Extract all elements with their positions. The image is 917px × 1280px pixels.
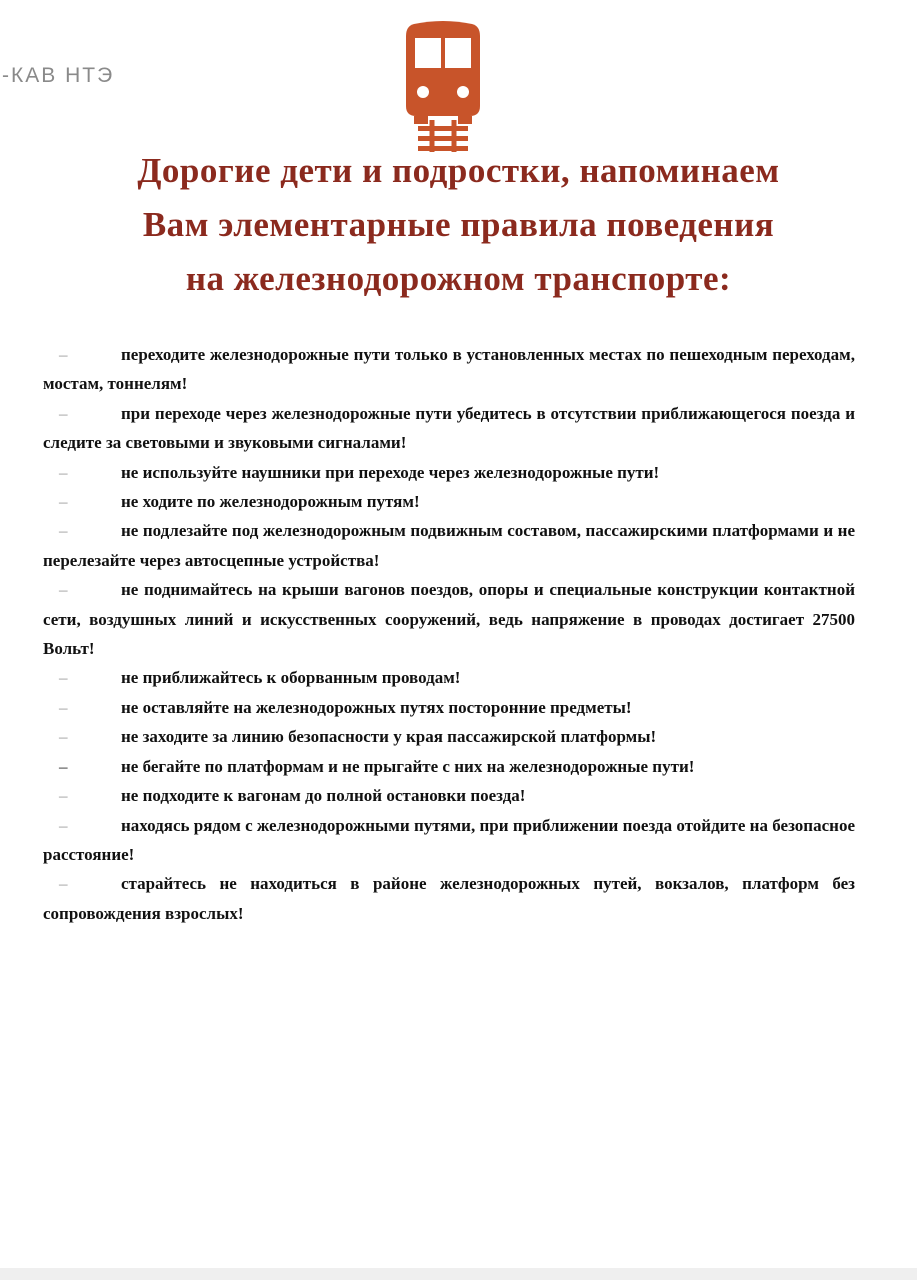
rule-text: не подлезайте под железнодорожным подвижным составом, пассажирскими платформами и не перелезайте через автосцепные устройства!	[43, 521, 855, 570]
bullet-dash: –	[59, 786, 68, 806]
rule-text: не оставляйте на железнодорожных путях посторонние предметы!	[121, 697, 632, 717]
rule-item	[43, 399, 855, 458]
bullet-dash: –	[59, 756, 68, 776]
title-line: на железнодорожном транспорте:	[185, 259, 732, 298]
title-line: Дорогие дети и подростки, напоминаем	[137, 151, 780, 190]
rule-text: не бегайте по платформам и не прыгайте с них на железнодорожные пути!	[121, 756, 695, 776]
rule-item	[43, 340, 855, 399]
bullet-dash: –	[59, 580, 68, 600]
rule-item	[43, 722, 855, 751]
rule-text: не используйте наушники при переходе через железнодорожные пути!	[121, 462, 660, 482]
train-icon	[400, 20, 486, 152]
rule-text: не поднимайтесь на крыши вагонов поездов, опоры и специальные конструкции контактной сети, воздушных линий и искусственных сооружений, ведь напряжение в проводах достигает 27500 Вольт!	[43, 580, 855, 659]
rule-item	[43, 458, 855, 487]
rules-list	[43, 340, 855, 928]
rule-text: не приближайтесь к оборванным проводам!	[121, 668, 461, 688]
rule-item	[43, 516, 855, 575]
rule-item	[43, 693, 855, 722]
rule-text: находясь рядом с железнодорожными путями, при приближении поезда отойдите на безопасное расстояние!	[43, 815, 855, 864]
rule-text: при переходе через железнодорожные пути убедитесь в отсутствии приближающегося поезда и следите за световыми и звуковыми сигналами!	[43, 403, 855, 453]
bullet-dash: –	[59, 492, 68, 512]
rule-item	[43, 487, 855, 516]
bullet-dash: –	[59, 345, 68, 364]
bullet-dash: –	[59, 874, 68, 894]
rule-item	[43, 811, 855, 870]
bullet-dash: –	[59, 727, 68, 747]
bullet-dash: –	[59, 815, 68, 835]
rule-item	[43, 575, 855, 663]
title-line: Вам элементарные правила поведения	[142, 205, 775, 244]
bullet-dash: –	[59, 462, 68, 482]
bottom-bar	[0, 1268, 917, 1280]
rule-item	[43, 869, 855, 928]
rule-item	[43, 781, 855, 810]
page-title	[40, 144, 877, 306]
bullet-dash: –	[59, 403, 68, 423]
rule-text: не ходите по железнодорожным путям!	[121, 492, 420, 512]
bullet-dash: –	[59, 697, 68, 717]
bullet-dash: –	[59, 521, 68, 541]
rule-item	[43, 752, 855, 781]
rule-text: не заходите за линию безопасности у края пассажирской платформы!	[121, 727, 657, 747]
rule-item	[43, 663, 855, 692]
organization-label: -КАВ НТЭ	[2, 64, 115, 87]
rule-text: переходите железнодорожные пути только в установленных местах по пешеходным переходам, мостам, тоннелям!	[43, 345, 855, 394]
rule-text: старайтесь не находиться в районе железнодорожных путей, вокзалов, платформ без сопровождения взрослых!	[43, 874, 855, 923]
rule-text: не подходите к вагонам до полной остановки поезда!	[121, 786, 526, 806]
bullet-dash: –	[59, 668, 68, 688]
